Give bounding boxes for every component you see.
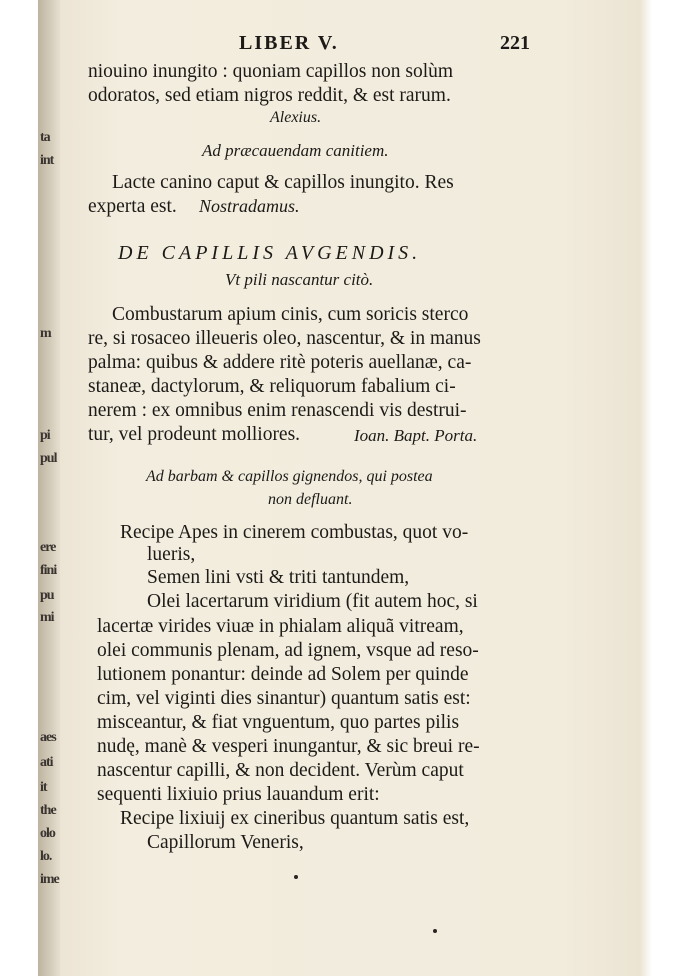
text-line: sequenti lixiuio prius lauandum erit: [97,784,380,805]
text-line: re, si rosaceo illeueris oleo, nascentur, & in manus [88,328,481,349]
margin-fragment: int [40,153,54,168]
text-line: Recipe lixiuij ex cineribus quantum satis est, [120,808,470,829]
text-line: palma: quibus & addere ritè poteris auellanæ, ca- [88,352,472,373]
margin-fragment: m [40,326,51,341]
ink-speck [433,929,437,933]
section-heading: non defluant. [268,491,353,508]
margin-fragment: fini [40,563,57,578]
text-line: experta est. [88,196,177,217]
text-line: staneæ, dactylorum, & reliquorum fabalium ci- [88,376,456,397]
section-heading: Ad barbam & capillos gignendos, qui postea [146,468,433,485]
ink-speck [294,875,298,879]
text-line: nerem : ex omnibus enim renascendi vis destrui- [88,400,467,421]
text-line: nascentur capilli, & non decident. Verùm caput [97,760,464,781]
author-citation: Alexius. [270,109,322,126]
text-line: lacertæ virides viuæ in phialam aliquã vitream, [97,616,464,637]
section-heading: Vt pili nascantur citò. [225,270,374,289]
text-line: Combustarum apium cinis, cum soricis sterco [112,304,469,325]
margin-fragment: ati [40,755,53,770]
running-head-title: LIBER V. [239,32,339,54]
margin-fragment: mi [40,610,54,625]
author-citation: Ioan. Bapt. Porta. [354,426,478,445]
text-line: tur, vel prodeunt molliores. [88,424,301,445]
text-line: Olei lacertarum viridium (fit autem hoc, si [147,591,478,612]
margin-fragment: pu [40,588,54,603]
page-number: 221 [500,32,530,54]
text-line: odoratos, sed etiam nigros reddit, & est rarum. [88,85,451,106]
margin-fragment: the [40,803,56,818]
author-citation: Nostradamus. [199,196,300,216]
chapter-title: DE CAPILLIS AVGENDIS. [118,242,422,264]
text-line: Lacte canino caput & capillos inungito. Res [112,172,454,193]
text-line: lueris, [147,544,196,565]
text-line: olei communis plenam, ad ignem, vsque ad reso- [97,640,479,661]
text-line: Semen lini vsti & triti tantundem, [147,567,410,588]
text-line: cim, vel viginti dies sinantur) quantum satis est: [97,688,471,709]
margin-fragment: it [40,780,47,795]
text-line: lutionem ponantur: deinde ad Solem per quinde [97,664,469,685]
margin-fragment: pi [40,428,50,443]
margin-fragment: pul [40,451,57,466]
text-line: misceantur, & fiat vnguentum, quo partes pilis [97,712,460,733]
margin-fragment: aes [40,730,56,745]
text-line: Capillorum Veneris, [147,832,304,853]
margin-fragment: lo. [40,849,52,864]
text-line: nudę, manè & vesperi inungantur, & sic breui re- [97,736,480,757]
text-line: Recipe Apes in cinerem combustas, quot vo- [120,522,469,543]
text-line: niouino inungito : quoniam capillos non solùm [88,61,454,82]
section-heading: Ad præcauendam canitiem. [202,141,389,160]
margin-fragment: olo [40,826,55,841]
margin-fragment: ta [40,130,50,145]
margin-fragment: ime [40,872,59,887]
margin-fragment: ere [40,540,56,555]
